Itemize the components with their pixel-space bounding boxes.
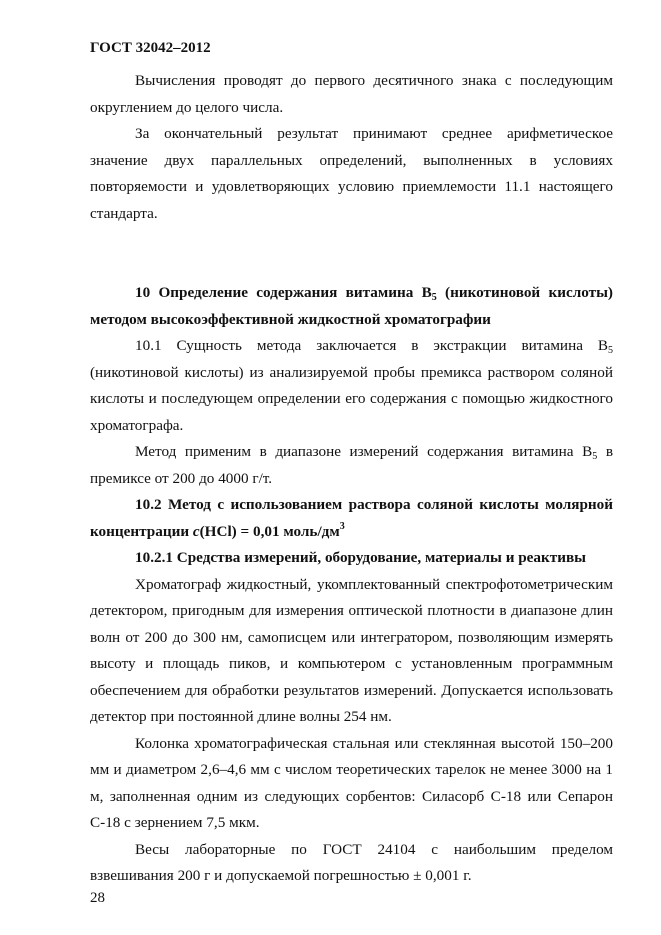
paragraph-rounding: Вычисления проводят до первого десятичного знака с последующим округлением до целого числа. — [90, 72, 613, 116]
paragraph-final-result: За окончательный результат принимают среднее арифметическое значение двух параллельных определений, выполненных в условиях повторяемости и удовлетворяющих условию приемлемости 11.1 настоящего стандарта. — [90, 125, 613, 222]
paragraph-method-rest: в премиксе от 200 до 4000 г/т. — [90, 443, 613, 487]
paragraph-chromatograph: Хроматограф жидкостный, укомплектованный спектрофотометрическим детектором, пригодным для измерения оптической плотности в диапазоне длин волн от 200 до 300 нм, самописцем или интегратором, позволяющим измерять высоту и площадь пиков, и компьютером с установленным программным обеспечением для обработки результатов измерений. Допускается использовать детектор при постоянной длине волны 254 нм. — [90, 575, 613, 725]
document-header: ГОСТ 32042–2012 — [90, 40, 211, 56]
paragraph-column: Колонка хроматографическая стальная или стеклянная высотой 150–200 мм и диаметром 2,6–4,6 мм с числом теоретических тарелок не менее 3000 на 1 м, заполненная одним из следующих сорбентов: Силасорб С-18 или Сепарон С-18 с зернением 7,5 мкм. — [90, 734, 613, 831]
section-gap — [90, 227, 613, 280]
paragraph-scales: Весы лабораторные по ГОСТ 24104 с наибольшим пределом взвешивания 200 г и допускаемой погрешностью ± 0,001 г. — [90, 840, 613, 884]
section-10-2-heading-text: 10.2 Метод с использованием раствора соляной кислоты молярной концентрации — [90, 496, 613, 540]
paragraph-method-range — [90, 439, 613, 492]
concentration-symbol: с — [192, 522, 200, 540]
section-10-heading-text: 10 Определение содержания витамина В — [135, 284, 432, 301]
page-number: 28 — [90, 890, 105, 906]
section-10-heading-rest: (никотиновой кислоты) методом высокоэффективной жидкостной хроматографии — [90, 284, 613, 328]
paragraph-10-1-text: 10.1 Сущность метода заключается в экстракции витамина В — [135, 337, 608, 354]
paragraph-10-1 — [90, 333, 613, 439]
paragraph-10-1-rest: (никотиновой кислоты) из анализируемой пробы премикса раствором соляной кислоты и последующем определении его содержания с помощью жидкостного хроматографа. — [90, 363, 613, 434]
paragraph-10-1-sub: 5 — [608, 345, 613, 356]
section-10-heading — [90, 280, 613, 333]
paragraph-method-sub: 5 — [592, 451, 598, 462]
section-10-2-heading-sup: 3 — [339, 520, 345, 532]
section-10-heading-sub: 5 — [431, 292, 437, 303]
section-10-2-heading — [90, 492, 613, 545]
section-10-2-1-heading: 10.2.1 Средства измерений, оборудование, материалы и реактивы — [135, 549, 587, 566]
paragraph-method-text: Метод применим в диапазоне измерений содержания витамина В — [135, 443, 593, 460]
body-text — [90, 68, 613, 890]
section-10-2-heading-formula: (HCl) = 0,01 моль/дм — [199, 522, 340, 540]
